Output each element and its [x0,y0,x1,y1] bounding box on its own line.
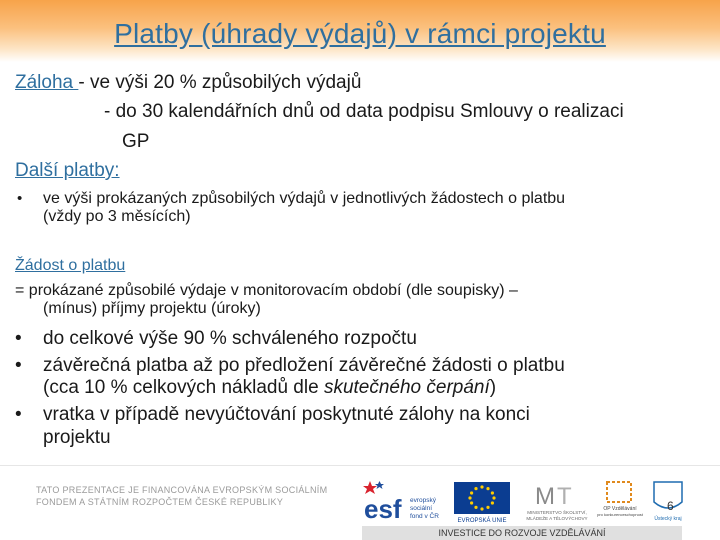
bullet-icon: • [15,328,22,349]
zadost-def-line-1: = prokázané způsobilé výdaje v monitorovacím období (dle soupisky) – [15,282,518,299]
zadost-item-2-part-b: ) [489,377,497,398]
eu-flag-icon [450,482,514,524]
op-label: OP Vzdělávání [603,506,637,512]
op-logo-icon [595,480,645,520]
svg-text:M: M [535,483,555,510]
zaloha-line-2: - do 30 kalendářních dnů od data podpisu Smlouvy o realizaci [104,101,624,122]
footer [0,465,720,540]
msmt-logo-icon [525,478,589,524]
funding-notice-line-2: FONDEM A STÁTNÍM ROZPOČTEM ČESKÉ REPUBLIKY [36,497,284,507]
dalsi-label: Další platby: [15,160,120,181]
op-label-2: pro konkurenceschopnost [597,512,643,517]
zaloha-label: Záloha [15,72,79,93]
zaloha-text-1: - ve výši 20 % způsobilých výdajů [78,72,362,93]
zadost-item-2-line-2 [43,377,496,399]
zadost-item-3-line-1: vratka v případě nevyúčtování poskytnuté zálohy na konci [43,404,530,425]
zadost-def-line-2: (mínus) příjmy projektu (úroky) [43,300,261,317]
esf-logo-icon [362,480,444,524]
zadost-item-1: do celkové výše 90 % schváleného rozpočtu [43,328,417,349]
esf-sub-1: evropský [410,497,437,504]
svg-text:T: T [557,483,572,510]
msmt-label-2: MLÁDEŽE A TĚLOVÝCHOVY [526,516,588,521]
zadost-item-2-part-a: (cca 10 % celkových nákladů dle [43,377,324,398]
bullet-icon: • [15,355,22,376]
esf-sub-2: sociální [410,505,433,512]
page-number: 6 [667,499,674,513]
funding-notice-line-1: TATO PREZENTACE JE FINANCOVÁNA EVROPSKÝM SOCIÁLNÍM [36,485,328,495]
ustecky-label: Ústecký kraj [654,516,682,522]
zaloha-line-3: GP [122,131,150,152]
bullet-icon: • [17,190,23,207]
dalsi-item-line-2: (vždy po 3 měsících) [43,208,191,225]
msmt-label: MINISTERSTVO ŠKOLSTVÍ, [527,510,587,515]
zadost-item-3-line-2: projektu [43,427,111,448]
zadost-item-2-line-1: závěrečná platba až po předložení závěrečné žádosti o platbu [43,355,565,376]
slide-title: Platby (úhrady výdajů) v rámci projektu [114,18,606,49]
dalsi-item-line-1: ve výši prokázaných způsobilých výdajů v jednotlivých žádostech o platbu [43,190,566,207]
bullet-icon: • [15,404,22,425]
zaloha-line-1 [15,72,361,94]
esf-sub-3: fond v ČR [410,513,439,520]
zadost-item-2-emphasis: skutečného čerpání [323,377,490,398]
invest-slogan: INVESTICE DO ROZVOJE VZDĚLÁVÁNÍ [362,526,682,540]
zadost-label: Žádost o platbu [15,257,126,274]
eu-label: EVROPSKÁ UNIE [457,518,507,524]
esf-wordmark: esf [364,494,402,524]
funding-notice [36,484,336,508]
